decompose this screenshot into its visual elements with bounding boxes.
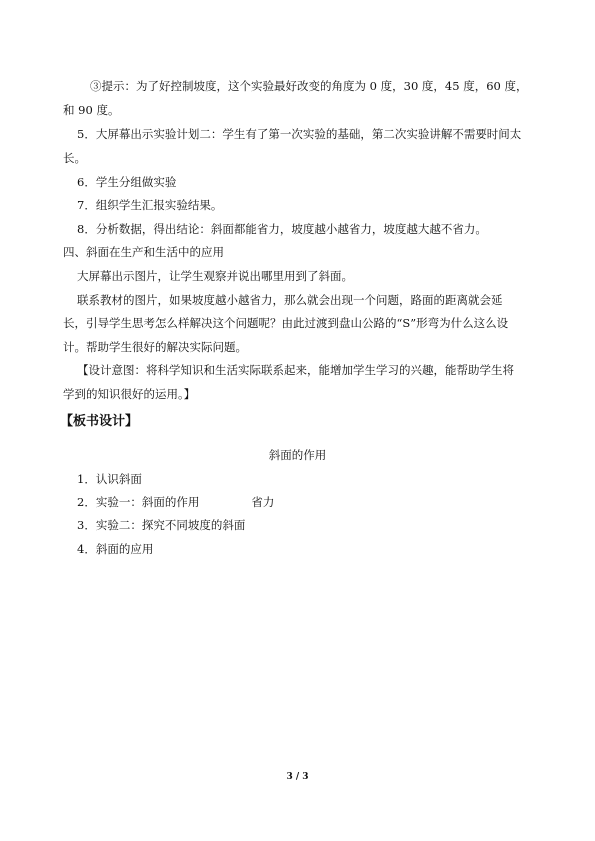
- design-intent-line-1: 【设计意图：将科学知识和生活实际联系起来，能增加学生学习的兴趣，能帮助学生将: [77, 363, 514, 377]
- section-4-heading: 四、斜面在生产和生活中的应用: [63, 245, 224, 259]
- page-number: 3 / 3: [286, 772, 309, 782]
- paragraph-b-line-1: 联系教材的图片，如果坡度越小越省力，那么就会出现一个问题，路面的距离就会延: [77, 293, 503, 307]
- board-item-2: [77, 494, 274, 510]
- step-5-line-2: 长。: [63, 151, 86, 165]
- step-8: 8．分析数据，得出结论：斜面都能省力，坡度越小越省力，坡度越大越不省力。: [77, 222, 487, 236]
- paragraph-a: 大屏幕出示图片，让学生观察并说出哪里用到了斜面。: [77, 269, 353, 283]
- board-item-4: 4．斜面的应用: [77, 542, 154, 556]
- board-item-2-note: 省力: [251, 495, 275, 509]
- board-title: 斜面的作用: [268, 448, 327, 462]
- design-intent-line-2: 学到的知识很好的运用。】: [63, 387, 196, 401]
- board-item-1: 1．认识斜面: [77, 472, 142, 486]
- step-5-line-1: 5．大屏幕出示实验计划二：学生有了第一次实验的基础，第二次实验讲解不需要时间太: [77, 127, 522, 141]
- board-item-3: 3．实验二：探究不同坡度的斜面: [77, 518, 246, 532]
- board-design-heading: 【板书设计】: [60, 414, 139, 429]
- paragraph-b-line-3: 计。帮助学生很好的解决实际问题。: [63, 340, 247, 354]
- tip-line-1: ③提示：为了好控制坡度，这个实验最好改变的角度为 0 度，30 度，45 度，60 度，: [90, 79, 528, 93]
- step-7: 7．组织学生汇报实验结果。: [77, 198, 223, 212]
- step-6: 6．学生分组做实验: [77, 175, 177, 189]
- tip-line-2: 和 90 度。: [63, 103, 120, 117]
- paragraph-b-line-2: 长，引导学生思考怎么样解决这个问题呢？由此过渡到盘山公路的“S”形弯为什么这么设: [63, 316, 509, 330]
- board-item-2-label: 2．实验一：斜面的作用: [77, 495, 200, 509]
